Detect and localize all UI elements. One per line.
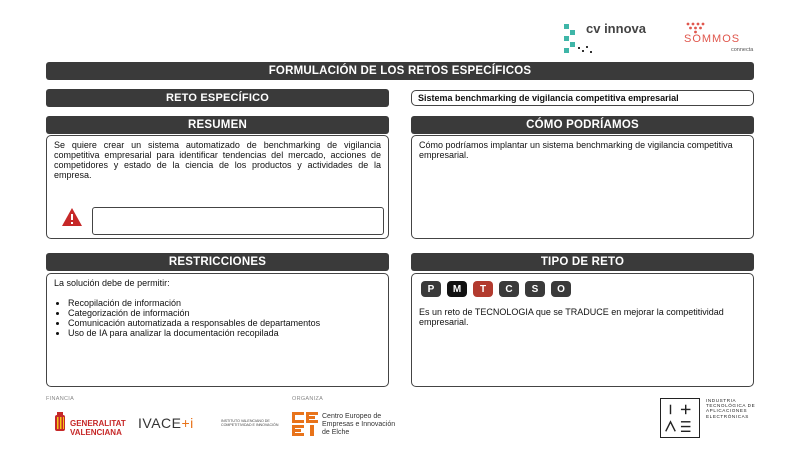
como-podriamos-header: CÓMO PODRÍAMOS xyxy=(411,116,754,134)
restricciones-box xyxy=(46,273,389,387)
type-chip-o[interactable]: O xyxy=(551,281,571,297)
type-chip-c[interactable]: C xyxy=(499,281,519,297)
resumen-text: Se quiere crear un sistema automatizado de benchmarking de vigilancia competitiva empresarial para identificar tendencias del mercado, acciones de competidores y estado de la ciencia de los productos y actividades de la empresa. xyxy=(54,140,381,180)
ivace-logo: IVACE+i xyxy=(138,415,194,431)
restricciones-intro: La solución debe de permitir: xyxy=(54,278,170,288)
reto-especifico-header: RETO ESPECÍFICO xyxy=(46,89,389,107)
restricciones-header: RESTRICCIONES xyxy=(46,253,389,271)
reto-especifico-value: Sistema benchmarking de vigilancia competitiva empresarial xyxy=(411,90,754,106)
list-item: • Categorización de información xyxy=(68,308,381,318)
organiza-label: ORGANIZA xyxy=(292,396,324,402)
list-item: • Recopilación de información xyxy=(68,298,381,308)
iae-logo-text: INDUSTRIA TECNOLÓGICA DE APLICACIONES ELECTRÓNICAS xyxy=(706,398,756,419)
warning-note-field[interactable] xyxy=(92,207,384,235)
ceei-logo-icon xyxy=(291,411,319,437)
tipo-reto-text: Es un reto de TECNOLOGIA que se TRADUCE en mejorar la competitividad empresarial. xyxy=(419,307,724,327)
ceei-logo-text: Centro Europeo de Empresas e Innovación de Elche xyxy=(322,413,396,436)
financia-label: FINANCIA xyxy=(46,396,75,402)
generalitat-logo-text: GENERALITAT VALENCIANA xyxy=(70,419,126,437)
restricciones-list xyxy=(54,298,381,338)
generalitat-crest-icon xyxy=(52,411,68,435)
resumen-header: RESUMEN xyxy=(46,116,389,134)
type-chip-m[interactable]: M xyxy=(447,281,467,297)
iae-logo-icon xyxy=(660,398,700,438)
tipo-reto-selector xyxy=(421,281,571,297)
como-podriamos-box xyxy=(411,135,754,239)
tipo-reto-header: TIPO DE RETO xyxy=(411,253,754,271)
resumen-box xyxy=(46,135,389,239)
como-podriamos-text: Cómo podríamos implantar un sistema benchmarking de vigilancia competitiva empresarial. xyxy=(419,140,733,160)
cv-innova-wordmark: cv innova xyxy=(586,21,646,36)
warning-icon xyxy=(61,207,83,227)
sommos-wordmark: SOMMOS xyxy=(684,33,741,45)
page-title: FORMULACIÓN DE LOS RETOS ESPECÍFICOS xyxy=(46,62,754,80)
sommos-subtitle: connecta xyxy=(731,47,754,53)
list-item: • Uso de IA para analizar la documentación recopilada xyxy=(68,328,381,338)
ivace-subtitle: INSTITUTO VALENCIANO DE COMPETITIVIDAD E INNOVACIÓN xyxy=(221,419,279,427)
type-chip-t-selected[interactable]: T xyxy=(473,281,493,297)
type-chip-p[interactable]: P xyxy=(421,281,441,297)
type-chip-s[interactable]: S xyxy=(525,281,545,297)
list-item: • Comunicación automatizada a responsables de departamentos xyxy=(68,318,381,328)
